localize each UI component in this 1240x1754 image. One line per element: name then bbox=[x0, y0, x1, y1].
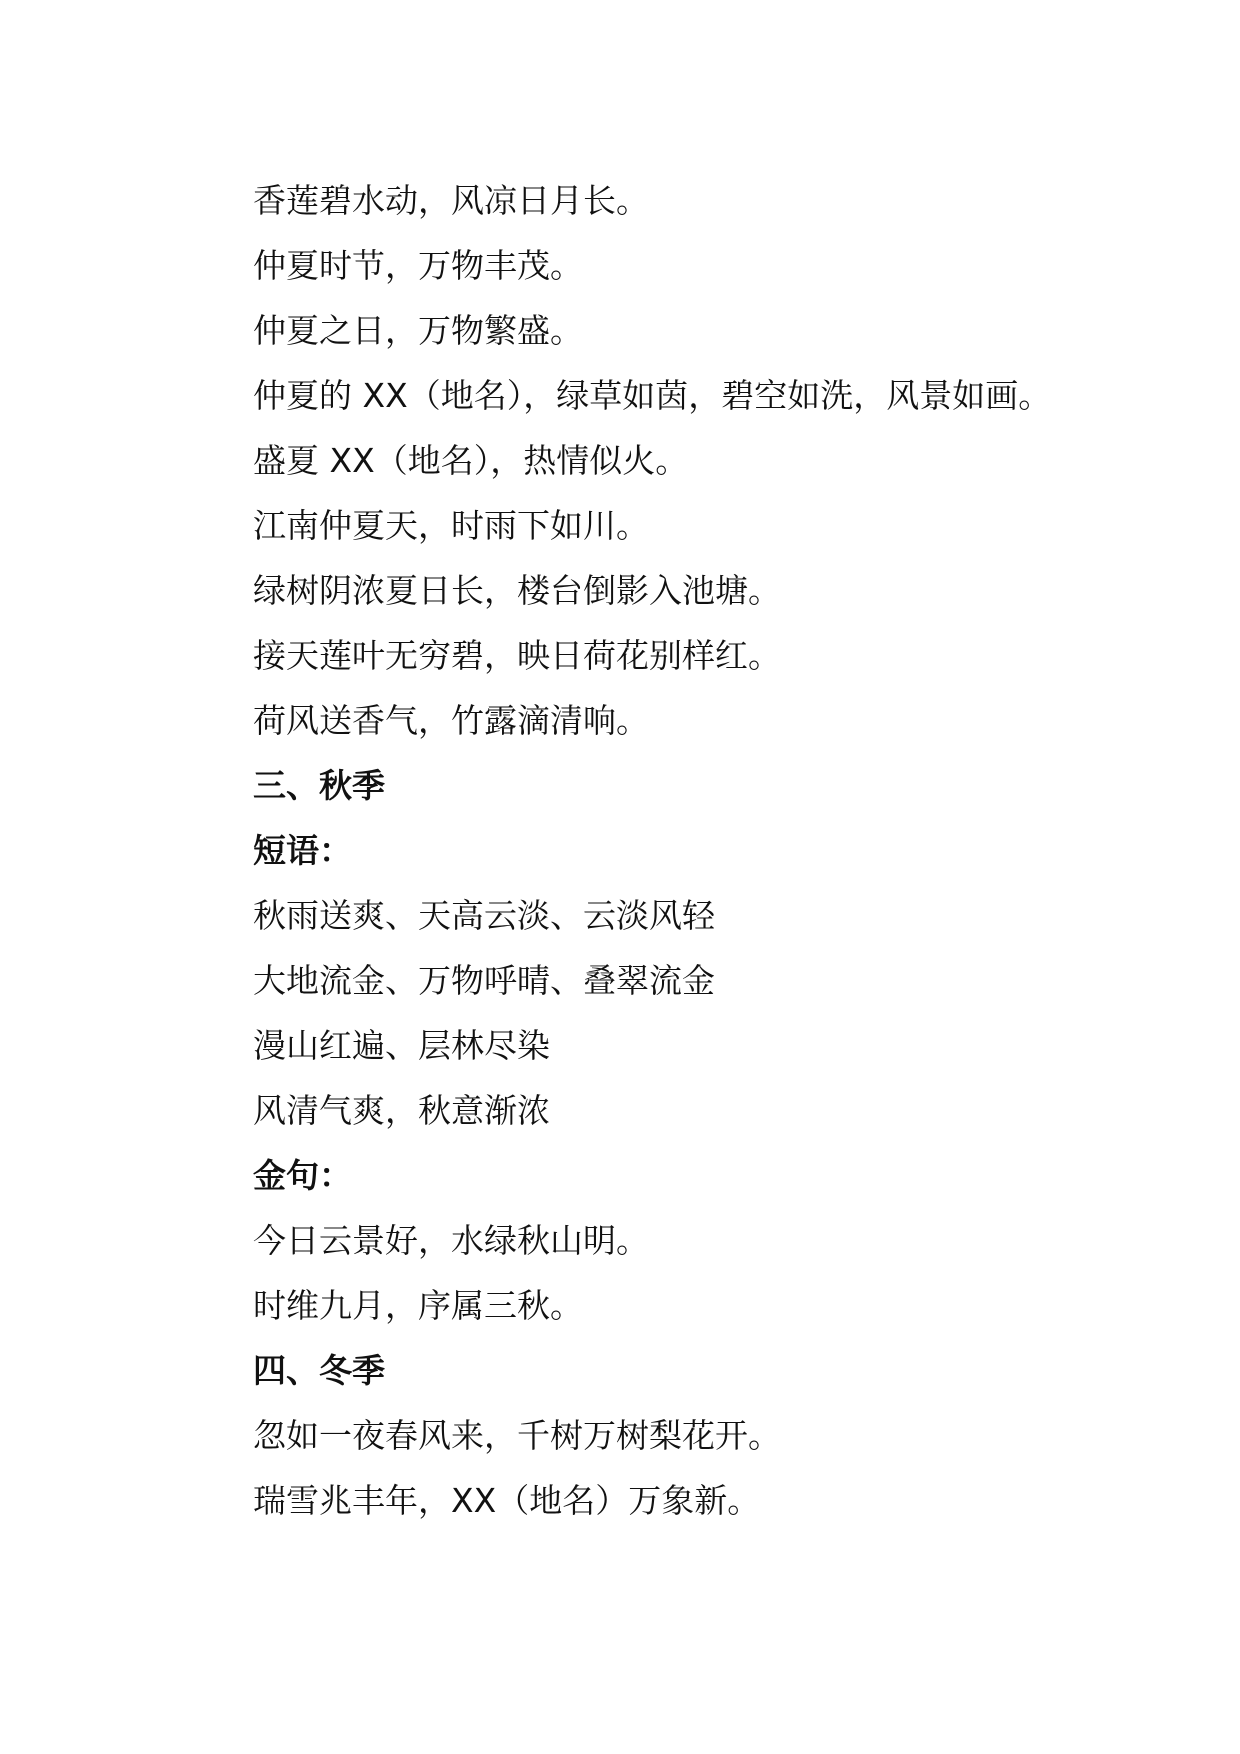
phrase-line: 秋雨送爽、天高云淡、云淡风轻 bbox=[253, 896, 715, 935]
phrase-line: 风清气爽，秋意渐浓 bbox=[253, 1091, 550, 1130]
text-line: 忽如一夜春风来，千树万树梨花开。 bbox=[253, 1416, 781, 1455]
quote-line: 今日云景好，水绿秋山明。 bbox=[253, 1221, 649, 1260]
text-line: 江南仲夏天，时雨下如川。 bbox=[253, 506, 649, 545]
phrase-line: 漫山红遍、层林尽染 bbox=[253, 1026, 550, 1065]
text-line: 香莲碧水动，风凉日月长。 bbox=[253, 181, 649, 220]
section-heading-autumn: 三、秋季 bbox=[253, 766, 385, 805]
subheading-quotes: 金句： bbox=[253, 1156, 352, 1195]
text-line: 瑞雪兆丰年，XX（地名）万象新。 bbox=[253, 1481, 761, 1520]
document-body bbox=[253, 168, 1153, 1533]
subheading-phrases: 短语： bbox=[253, 831, 352, 870]
section-heading-winter: 四、冬季 bbox=[253, 1351, 385, 1390]
text-line: 仲夏时节，万物丰茂。 bbox=[253, 246, 583, 285]
quote-line: 时维九月，序属三秋。 bbox=[253, 1286, 583, 1325]
text-line: 接天莲叶无穷碧，映日荷花别样红。 bbox=[253, 636, 781, 675]
text-line: 盛夏 XX（地名），热情似火。 bbox=[253, 441, 689, 480]
phrase-line: 大地流金、万物呼晴、叠翠流金 bbox=[253, 961, 715, 1000]
text-line: 仲夏之日，万物繁盛。 bbox=[253, 311, 583, 350]
text-line: 仲夏的 XX（地名），绿草如茵，碧空如洗，风景如画。 bbox=[253, 376, 1052, 415]
text-line: 绿树阴浓夏日长，楼台倒影入池塘。 bbox=[253, 571, 781, 610]
text-line: 荷风送香气，竹露滴清响。 bbox=[253, 701, 649, 740]
